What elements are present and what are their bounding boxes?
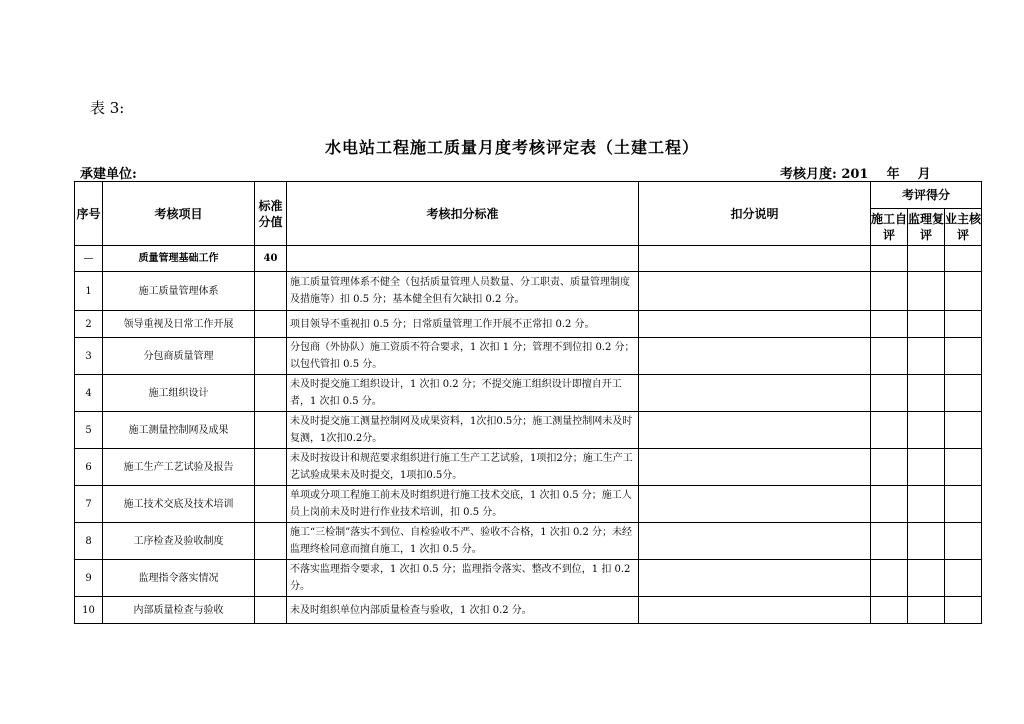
row-owner-eval <box>945 338 982 375</box>
row-note <box>639 272 871 311</box>
table-row <box>75 486 982 523</box>
row-item: 内部质量检查与验收 <box>103 597 255 624</box>
row-note <box>639 449 871 486</box>
row-owner-eval <box>945 560 982 597</box>
row-criteria: 分包商（外协队）施工资质不符合要求，1 次扣 1 分；管理不到位扣 0.2 分；以包代管扣 0.5 分。 <box>287 338 639 375</box>
evaluation-table <box>74 181 982 624</box>
row-supervisor-eval <box>908 523 945 560</box>
table-row <box>75 311 982 338</box>
row-supervisor-eval <box>908 597 945 624</box>
section-score: 40 <box>255 246 287 272</box>
row-score <box>255 272 287 311</box>
row-criteria: 施工“三检制”落实不到位、自检验收不严、验收不合格，1 次扣 0.2 分；未经监理终检同意而擅自施工，1 次扣 0.5 分。 <box>287 523 639 560</box>
row-self-eval <box>871 272 908 311</box>
section-owner-eval-cell <box>945 246 982 272</box>
table-row <box>75 375 982 412</box>
row-criteria: 单项或分项工程施工前未及时组织进行施工技术交底，1 次扣 0.5 分；施工人员上岗前未及时进行作业技术培训，扣 0.5 分。 <box>287 486 639 523</box>
header-self-eval: 施工自评 <box>871 209 908 246</box>
row-score <box>255 375 287 412</box>
header-seq: 序号 <box>75 182 103 246</box>
row-owner-eval <box>945 375 982 412</box>
row-criteria: 施工质量管理体系不健全（包括质量管理人员数量、分工职责、质量管理制度及措施等）扣 0.5 分；基本健全但有欠缺扣 0.2 分。 <box>287 272 639 311</box>
section-seq: — <box>75 246 103 272</box>
row-owner-eval <box>945 311 982 338</box>
row-criteria: 未及时提交施工测量控制网及成果资料，1次扣0.5分；施工测量控制网未及时复测，1次扣0.2分。 <box>287 412 639 449</box>
table-row <box>75 272 982 311</box>
row-score <box>255 560 287 597</box>
contractor-label: 承建单位: <box>80 167 137 182</box>
row-seq: 6 <box>75 449 103 486</box>
header-note: 扣分说明 <box>639 182 871 246</box>
header-score: 标准分值 <box>255 182 287 246</box>
header-supervisor-eval: 监理复评 <box>908 209 945 246</box>
header-owner-eval: 业主核评 <box>945 209 982 246</box>
row-owner-eval <box>945 412 982 449</box>
row-item: 分包商质量管理 <box>103 338 255 375</box>
row-self-eval <box>871 412 908 449</box>
row-supervisor-eval <box>908 338 945 375</box>
row-supervisor-eval <box>908 412 945 449</box>
table-number-label: 表 3: <box>90 99 125 117</box>
row-note <box>639 412 871 449</box>
row-note <box>639 597 871 624</box>
row-note <box>639 311 871 338</box>
row-self-eval <box>871 523 908 560</box>
table-row <box>75 449 982 486</box>
section-item: 质量管理基础工作 <box>103 246 255 272</box>
row-supervisor-eval <box>908 272 945 311</box>
row-score <box>255 486 287 523</box>
section-row <box>75 246 982 272</box>
row-self-eval <box>871 375 908 412</box>
row-supervisor-eval <box>908 375 945 412</box>
row-self-eval <box>871 338 908 375</box>
table-row <box>75 412 982 449</box>
row-note <box>639 560 871 597</box>
row-supervisor-eval <box>908 486 945 523</box>
row-self-eval <box>871 449 908 486</box>
document-title: 水电站工程施工质量月度考核评定表（土建工程） <box>324 138 699 157</box>
row-criteria: 项目领导不重视扣 0.5 分；日常质量管理工作开展不正常扣 0.2 分。 <box>287 311 639 338</box>
row-supervisor-eval <box>908 449 945 486</box>
row-self-eval <box>871 560 908 597</box>
row-score <box>255 311 287 338</box>
row-criteria: 未及时按设计和规范要求组织进行施工生产工艺试验，1项扣2分；施工生产工艺试验成果未及时提交，1项扣0.5分。 <box>287 449 639 486</box>
row-criteria: 不落实监理指令要求，1 次扣 0.5 分；监理指令落实、整改不到位，1 扣 0.2 分。 <box>287 560 639 597</box>
row-seq: 8 <box>75 523 103 560</box>
section-note-cell <box>639 246 871 272</box>
row-owner-eval <box>945 523 982 560</box>
row-owner-eval <box>945 597 982 624</box>
row-note <box>639 486 871 523</box>
row-score <box>255 338 287 375</box>
row-supervisor-eval <box>908 560 945 597</box>
row-supervisor-eval <box>908 311 945 338</box>
section-supervisor-eval-cell <box>908 246 945 272</box>
header-eval-group: 考评得分 <box>871 182 982 209</box>
row-seq: 5 <box>75 412 103 449</box>
row-score <box>255 412 287 449</box>
row-note <box>639 338 871 375</box>
row-item: 施工质量管理体系 <box>103 272 255 311</box>
row-score <box>255 597 287 624</box>
row-seq: 4 <box>75 375 103 412</box>
row-criteria: 未及时组织单位内部质量检查与验收，1 次扣 0.2 分。 <box>287 597 639 624</box>
header-criteria: 考核扣分标准 <box>287 182 639 246</box>
table-row <box>75 597 982 624</box>
row-note <box>639 523 871 560</box>
row-item: 施工技术交底及技术培训 <box>103 486 255 523</box>
row-note <box>639 375 871 412</box>
row-criteria: 未及时提交施工组织设计，1 次扣 0.2 分；不提交施工组织设计即擅自开工者，1 次扣 0.5 分。 <box>287 375 639 412</box>
row-seq: 9 <box>75 560 103 597</box>
row-item: 施工组织设计 <box>103 375 255 412</box>
row-seq: 10 <box>75 597 103 624</box>
row-seq: 1 <box>75 272 103 311</box>
section-self-eval-cell <box>871 246 908 272</box>
row-item: 施工测量控制网及成果 <box>103 412 255 449</box>
row-item: 施工生产工艺试验及报告 <box>103 449 255 486</box>
row-item: 领导重视及日常工作开展 <box>103 311 255 338</box>
row-seq: 2 <box>75 311 103 338</box>
row-seq: 3 <box>75 338 103 375</box>
row-self-eval <box>871 486 908 523</box>
header-item: 考核项目 <box>103 182 255 246</box>
row-score <box>255 449 287 486</box>
row-score <box>255 523 287 560</box>
table-row <box>75 338 982 375</box>
row-item: 监理指令落实情况 <box>103 560 255 597</box>
section-criteria-cell <box>287 246 639 272</box>
row-owner-eval <box>945 449 982 486</box>
row-item: 工序检查及验收制度 <box>103 523 255 560</box>
row-owner-eval <box>945 272 982 311</box>
row-self-eval <box>871 597 908 624</box>
row-self-eval <box>871 311 908 338</box>
assessment-month-label: 考核月度: 201 年 月 <box>780 167 931 182</box>
table-row <box>75 560 982 597</box>
row-seq: 7 <box>75 486 103 523</box>
row-owner-eval <box>945 486 982 523</box>
table-row <box>75 523 982 560</box>
